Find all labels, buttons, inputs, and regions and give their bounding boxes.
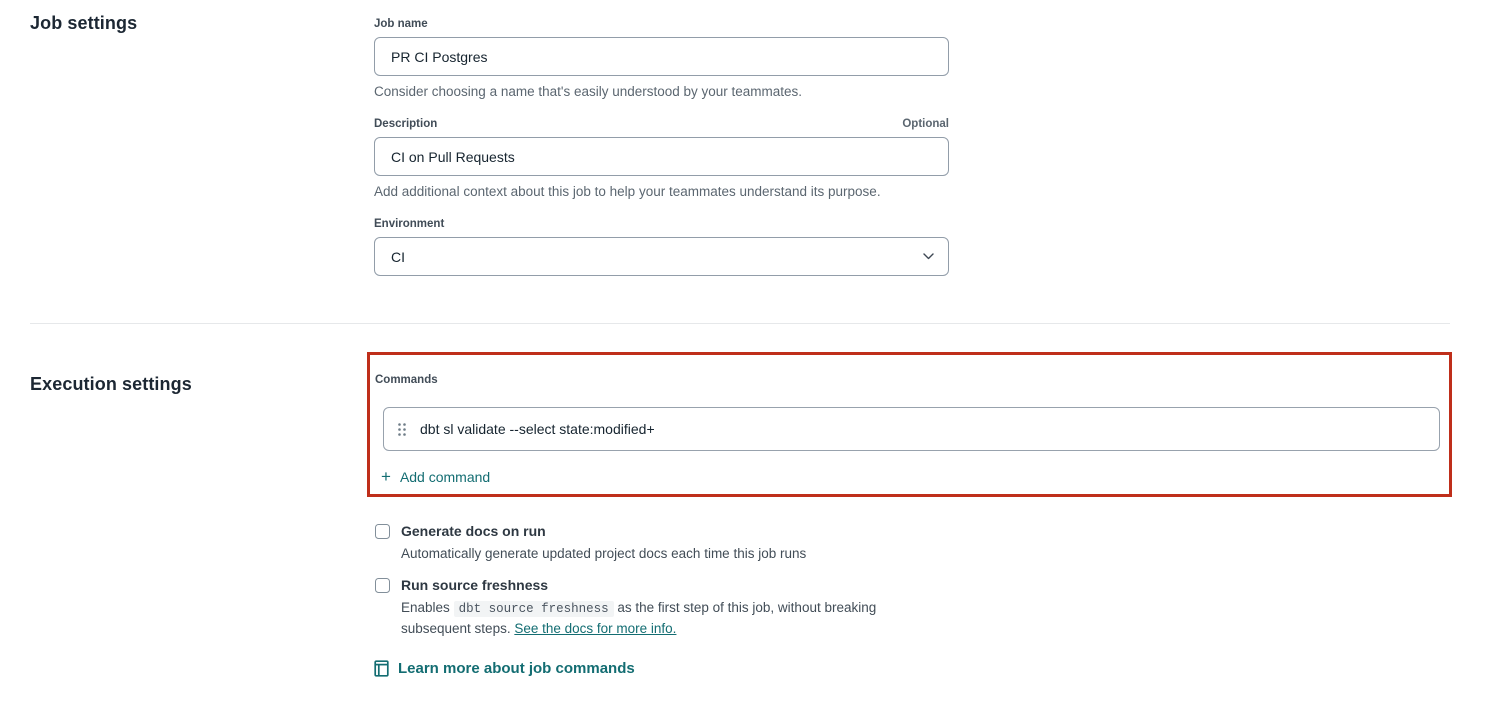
book-icon <box>374 660 389 677</box>
learn-more-label: Learn more about job commands <box>398 660 635 677</box>
source-freshness-description <box>401 598 938 639</box>
job-name-helper: Consider choosing a name that's easily understood by your teammates. <box>374 84 803 99</box>
source-freshness-checkbox[interactable] <box>375 578 390 593</box>
environment-select[interactable] <box>374 237 949 276</box>
environment-selected-value: CI <box>391 248 405 265</box>
commands-label: Commands <box>375 374 438 386</box>
command-text[interactable]: dbt sl validate --select state:modified+ <box>420 421 655 437</box>
description-label: Description <box>374 118 438 130</box>
execution-settings-heading: Execution settings <box>30 374 192 394</box>
chevron-down-icon <box>923 253 934 260</box>
command-row[interactable] <box>383 407 1440 451</box>
generate-docs-description: Automatically generate updated project docs each time this job runs <box>401 546 807 561</box>
job-name-input[interactable] <box>374 37 949 76</box>
description-optional-badge: Optional <box>902 118 949 130</box>
source-freshness-label[interactable]: Run source freshness <box>401 577 549 593</box>
add-command-label: Add command <box>399 469 491 485</box>
description-input[interactable] <box>374 137 949 176</box>
generate-docs-checkbox[interactable] <box>375 524 390 539</box>
plus-icon: + <box>381 467 391 486</box>
job-name-label: Job name <box>374 18 428 30</box>
drag-handle-icon[interactable] <box>397 422 407 437</box>
description-helper: Add additional context about this job to help your teammates understand its purpose. <box>374 184 881 199</box>
add-command-button[interactable] <box>381 469 490 485</box>
learn-more-link[interactable] <box>374 660 635 677</box>
job-settings-heading: Job settings <box>30 13 138 33</box>
section-divider <box>30 323 1450 324</box>
environment-label: Environment <box>374 218 445 230</box>
freshness-desc-prefix: Enables <box>401 600 450 615</box>
freshness-desc-suffix: as the first step of this job, without breaking subsequent steps. <box>401 600 877 636</box>
freshness-docs-link[interactable]: See the docs for more info. <box>514 621 677 636</box>
freshness-command-code: dbt source freshness <box>454 601 614 617</box>
generate-docs-label[interactable]: Generate docs on run <box>401 523 546 539</box>
